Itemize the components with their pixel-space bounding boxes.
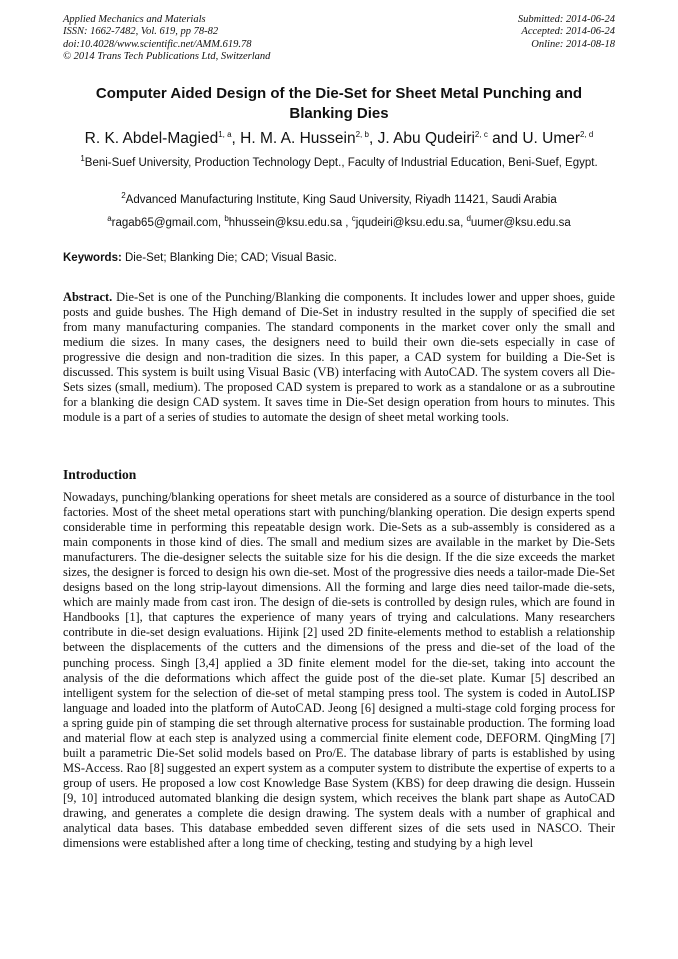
- email-separator: ,: [217, 217, 225, 229]
- affiliation-text: Advanced Manufacturing Institute, King Saud University, Riyadh 11421, Saudi Arabia: [125, 194, 557, 206]
- introduction-body: Nowadays, punching/blanking operations for sheet metals are considered as a source of disturbance in the tool factories. Most of the sheet metal operations start with punching/blanking operation. Die design experts spend considerable time in performing this repeatable design work. Die-Sets as a sub-assembly is considered as a main components in those kind of dies. The small and medium sizes are available in the market by Die-Sets manufacturers. The die-designer selects the suitable size for his die design. If the die size exceeds the market sizes, the designer is forced to design his own die-set. Most of the progressive dies needs a tailor-made Die-Set designs based on the long strip-layout dimensions. All the forming and large dies need tailor-made die-sets, which are mainly made from cast iron. The design of die-sets is controlled by design rules, which are found in Handbooks [1], that captures the experience of many years of trying and calculations. Many researchers contribute in die-set design evaluations. Hijink [2] used 2D finite-elements method to establish a relationship between the displacements of the cutters and the dimensions of the press and die-set of the load of the punching process. Singh [3,4] applied a 3D finite element model for the die-set, taking into account the analysis of the die deformations which affect the guide post of the die-set plate. Kumar [5] described an intelligent system for the selection of die-set of metal stamping press tool. The system is coded in AutoLISP language and loaded into the platform of AutoCAD. Jeong [6] designed a multi-stage cold forging process for a spring guide pin of stamping die set through alternative process for sustainable production. The forming load and material flow at each step is analyzed using a commercial finite element code, DEFORM. QingMing [7] built a parametric Die-Set solid models based on Pro/E. The database library of parts is established by using MS-Access. Rao [8] suggested an expert system as a computer system to distribute the expertise of experts to a group of users. He proposed a low cost Knowledge Base System (KBS) for deep drawing die design. Hussein [9, 10] introduced automated blanking die design system, which receives the blank part shape as AutoCAD drawing, and generates a complete die design drawing. The system deals with a number of graphical and analytical data bases. This database embedded seven different sizes of die sets used in NASCO. Their dimensions were established after a long time of checking, testing and studying by a high level: [63, 490, 615, 851]
- author-affiliation-mark: 2, d: [580, 129, 594, 139]
- email-mark: d: [466, 214, 471, 224]
- email-mark: c: [351, 214, 356, 224]
- author-separator: ,: [368, 130, 378, 147]
- author-list: [30, 130, 648, 148]
- author-affiliation-mark: 2, c: [474, 129, 488, 139]
- author-affiliation-mark: 2, b: [355, 129, 369, 139]
- email-address: ragab65@gmail.com: [111, 217, 218, 229]
- affiliation-1: [68, 156, 610, 171]
- keywords-text: Die-Set; Blanking Die; CAD; Visual Basic.: [125, 252, 337, 264]
- doi-line: doi:10.4028/www.scientific.net/AMM.619.78: [63, 38, 252, 50]
- email-mark: b: [224, 214, 229, 224]
- abstract-label: Abstract.: [63, 290, 113, 304]
- author-separator: ,: [231, 130, 241, 147]
- author-name: H. M. A. Hussein: [240, 130, 356, 147]
- issn-line: ISSN: 1662-7482, Vol. 619, pp 78-82: [63, 26, 219, 38]
- author-affiliation-mark: 1, a: [218, 129, 232, 139]
- email-address: jqudeiri@ksu.edu.sa: [355, 217, 461, 229]
- affiliation-2: [68, 193, 610, 208]
- online-date: Online: 2014-08-18: [531, 38, 615, 50]
- keywords-label: Keywords:: [63, 252, 122, 264]
- paper-title: Computer Aided Design of the Die-Set for Sheet Metal Punching and Blanking Dies: [95, 85, 583, 122]
- author-name: R. K. Abdel-Magied: [84, 130, 219, 147]
- email-mark: a: [107, 214, 112, 224]
- email-list: [40, 216, 638, 231]
- introduction-heading: Introduction: [63, 467, 137, 482]
- affiliation-mark: 1: [80, 154, 85, 164]
- author-name: U. Umer: [522, 130, 581, 147]
- email-separator: ,: [460, 217, 467, 229]
- journal-header: [63, 14, 270, 64]
- abstract: [63, 290, 615, 425]
- accepted-date: Accepted: 2014-06-24: [521, 26, 615, 38]
- copyright-line: © 2014 Trans Tech Publications Ltd, Switzerland: [63, 51, 271, 63]
- email-separator: ,: [342, 217, 352, 229]
- author-name: J. Abu Qudeiri: [377, 130, 475, 147]
- email-address: hhussein@ksu.edu.sa: [228, 217, 343, 229]
- dates-header: [518, 14, 615, 51]
- email-address: uumer@ksu.edu.sa: [470, 217, 571, 229]
- keywords: [63, 251, 615, 266]
- abstract-text: Die-Set is one of the Punching/Blanking die components. It includes lower and upper shoes, guide posts and guide bushes. The High demand of Die-Set in industry resulted in the supply of specified die set from many manufacturing companies. The standard components in the market cover only the small and medium die sizes. In many cases, the designers need to build their own die-sets especially in case of progressive die design and non-tradition die sizes. In this paper, a CAD system for building a Die-Set is discussed. This system is built using Visual Basic (VB) interfacing with AutoCAD. The system covers all Die-Sets sizes (small, medium). The proposed CAD system is prepared to work as a standalone or as a subroutine for a blanking die design CAD system. It saves time in Die-Set design operation from hours to minutes. This module is a part of a series of studies to automate the design of sheet metal working tools.: [63, 290, 615, 425]
- affiliation-mark: 2: [121, 191, 126, 201]
- affiliation-text: Beni-Suef University, Production Technology Dept., Faculty of Industrial Education, Beni-Suef, Egypt.: [84, 157, 598, 169]
- author-separator: and: [487, 130, 523, 147]
- journal-name: Applied Mechanics and Materials: [63, 14, 206, 25]
- submitted-date: Submitted: 2014-06-24: [517, 14, 615, 25]
